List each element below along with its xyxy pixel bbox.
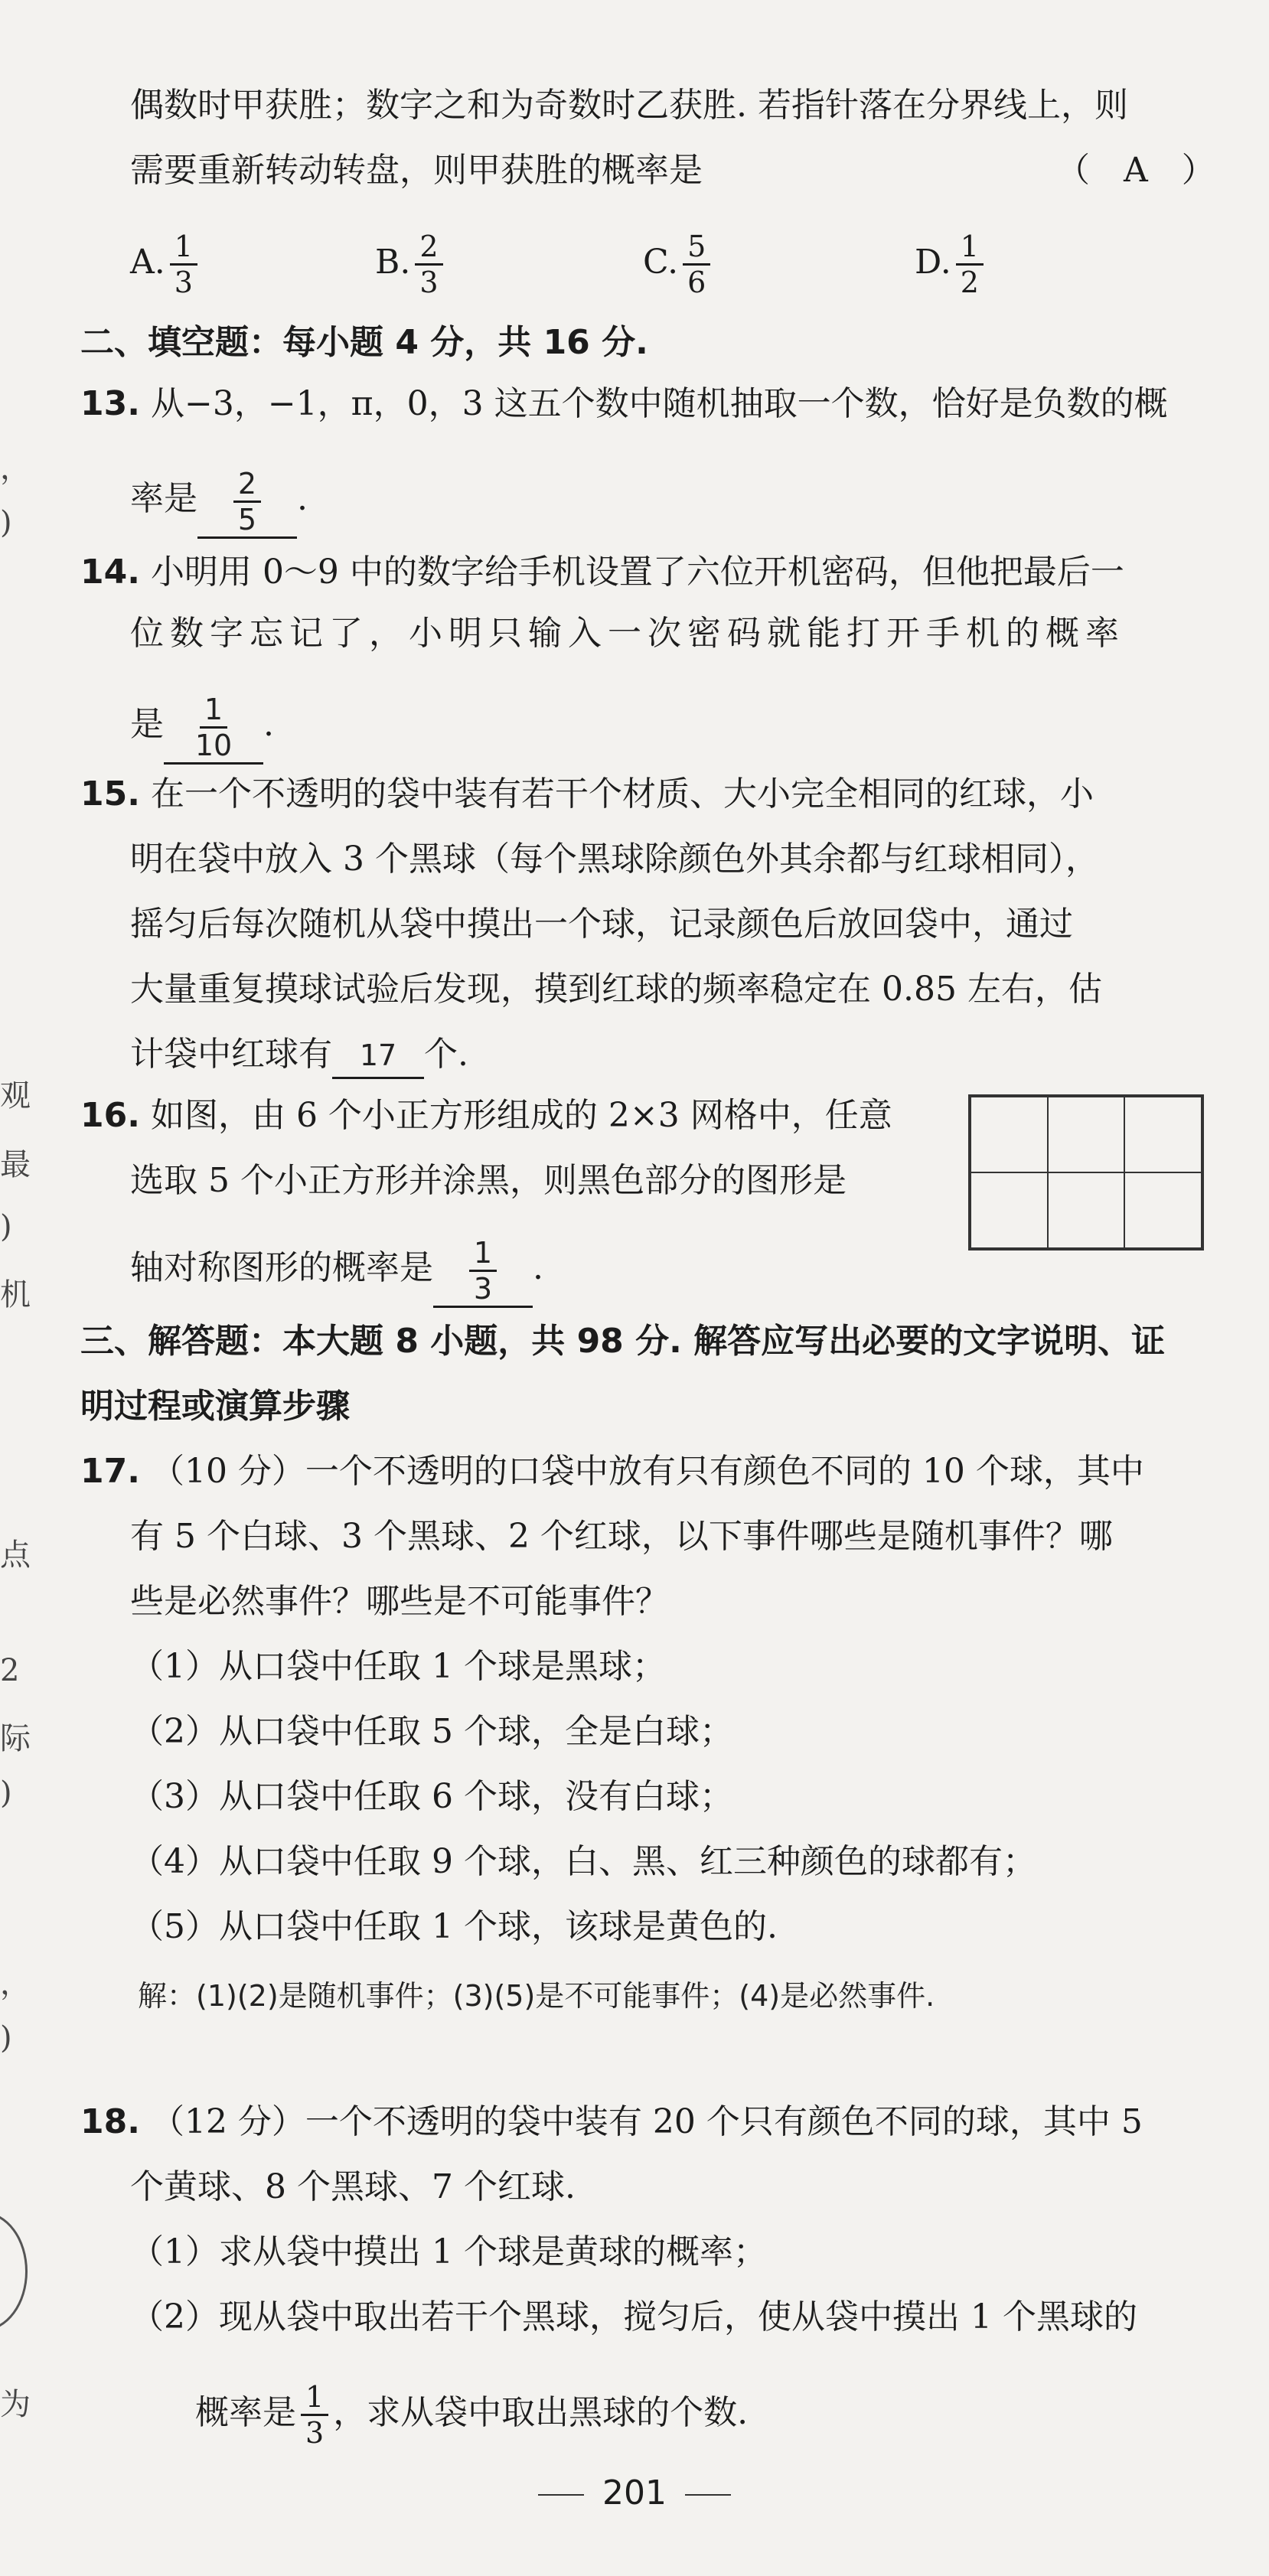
question-18-line-2: 个黄球、8 个黑球、7 个红球. <box>130 2167 576 2206</box>
grid-cell <box>1048 1097 1125 1172</box>
question-15-line-2: 明在袋中放入 3 个黑球（每个黑球除颜色外其余都与红球相同）， <box>130 840 1099 879</box>
edge-fragment: ， <box>0 451 31 486</box>
question-12-answer: （ A ） <box>1056 151 1215 190</box>
question-17-item-5: （5）从口袋中任取 1 个球，该球是黄色的. <box>130 1907 778 1946</box>
grid-cell <box>971 1097 1048 1172</box>
question-16-line-1: 16. 如图，由 6 个小正方形组成的 2×3 网格中，任意 <box>80 1096 892 1135</box>
question-13-answer-blank: $\frac{2}{5}$ <box>197 467 297 539</box>
question-15-answer-blank: 17 <box>332 1034 424 1079</box>
question-16-answer-blank: $\frac{1}{3}$ <box>433 1236 533 1308</box>
question-16-line-2: 选取 5 个小正方形并涂黑，则黑色部分的图形是 <box>130 1161 847 1200</box>
question-17-item-3: （3）从口袋中任取 6 个球，没有白球； <box>130 1777 733 1816</box>
grid-cell <box>1124 1097 1202 1172</box>
option-d: D. $\frac{1}{2}$ <box>915 230 988 299</box>
edge-fragment: 2 <box>0 1653 20 1688</box>
page-number-dash <box>685 2494 731 2496</box>
question-12-line-2: 需要重新转动转盘，则甲获胜的概率是 <box>130 151 703 190</box>
question-17-solution: 解：(1)(2)是随机事件；(3)(5)是不可能事件；(4)是必然事件. <box>138 1979 935 2013</box>
option-b: B. $\frac{2}{3}$ <box>375 230 448 299</box>
question-15-line-3: 摇匀后每次随机从袋中摸出一个球，记录颜色后放回袋中，通过 <box>130 905 1073 944</box>
edge-fragment: ) <box>0 505 12 540</box>
grid-cell <box>1048 1172 1125 1248</box>
edge-fragment: 观 <box>0 1078 31 1114</box>
option-a-fraction: $\frac{1}{3}$ <box>170 230 197 299</box>
grid-2x3-figure <box>968 1094 1204 1251</box>
question-18-item-1: （1）求从袋中摸出 1 个球是黄球的概率； <box>130 2232 767 2271</box>
edge-fragment: ) <box>0 1775 12 1811</box>
question-15-line-5: 计袋中红球有 17 个. <box>130 1033 468 1079</box>
question-14-line-1: 14. 小明用 0～9 中的数字给手机设置了六位开机密码，但他把最后一 <box>80 553 1124 592</box>
edge-fragment: 为 <box>0 2387 31 2422</box>
edge-circle-figure <box>0 2212 28 2331</box>
edge-fragment: 最 <box>0 1147 31 1182</box>
page-number: 201 <box>0 2473 1269 2512</box>
edge-fragment: 点 <box>0 1537 31 1573</box>
question-13-line-1: 13. 从−3，−1，π，0，3 这五个数中随机抽取一个数，恰好是负数的概 <box>80 384 1168 423</box>
question-18-line-1: 18. （12 分）一个不透明的袋中装有 20 个只有颜色不同的球，其中 5 <box>80 2102 1143 2141</box>
option-a: A. $\frac{1}{3}$ <box>130 230 202 299</box>
edge-fragment: ， <box>0 1966 31 2001</box>
grid-cell <box>1124 1172 1202 1248</box>
question-15-line-1: 15. 在一个不透明的袋中装有若干个材质、大小完全相同的红球，小 <box>80 774 1094 814</box>
question-17-item-1: （1）从口袋中任取 1 个球是黑球； <box>130 1647 666 1686</box>
question-17-item-2: （2）从口袋中任取 5 个球，全是白球； <box>130 1712 733 1751</box>
section-3-heading-line-1: 三、解答题：本大题 8 小题，共 98 分. 解答应写出必要的文字说明、证 <box>80 1322 1166 1361</box>
section-3-heading-line-2: 明过程或演算步骤 <box>80 1387 350 1426</box>
page-number-dash <box>538 2494 584 2496</box>
edge-fragment: ) <box>0 1209 12 1244</box>
option-c-fraction: $\frac{5}{6}$ <box>683 230 710 299</box>
question-17-item-4: （4）从口袋中任取 9 个球，白、黑、红三种颜色的球都有； <box>130 1842 1036 1881</box>
question-12-line-1: 偶数时甲获胜；数字之和为奇数时乙获胜. 若指针落在分界线上，则 <box>130 86 1128 125</box>
edge-fragment: 机 <box>0 1277 31 1312</box>
question-18-item-2-continued: 概率是 $\frac{1}{3}$ ，求从袋中取出黑球的个数. <box>195 2380 749 2450</box>
question-14-line-3: 是 $\frac{1}{10}$ . <box>130 693 274 765</box>
grid-cell <box>971 1172 1048 1248</box>
question-18-fraction: $\frac{1}{3}$ <box>301 2380 328 2450</box>
edge-fragment: 际 <box>0 1721 31 1756</box>
edge-fragment: ) <box>0 2020 12 2056</box>
question-17-line-1: 17. （10 分）一个不透明的口袋中放有只有颜色不同的 10 个球，其中 <box>80 1452 1144 1491</box>
question-15-line-4: 大量重复摸球试验后发现，摸到红球的频率稳定在 0.85 左右，估 <box>130 970 1102 1009</box>
question-14-answer-blank: $\frac{1}{10}$ <box>164 693 263 765</box>
option-c: C. $\frac{5}{6}$ <box>643 230 715 299</box>
question-14-line-2: 位数字忘记了，小明只输入一次密码就能打开手机的概率 <box>130 614 1125 653</box>
option-d-fraction: $\frac{1}{2}$ <box>956 230 984 299</box>
section-2-heading: 二、填空题：每小题 4 分，共 16 分. <box>80 323 648 362</box>
question-16-line-3: 轴对称图形的概率是 $\frac{1}{3}$ . <box>130 1236 543 1308</box>
question-17-line-2: 有 5 个白球、3 个黑球、2 个红球，以下事件哪些是随机事件？哪 <box>130 1517 1113 1556</box>
question-13-line-2: 率是 $\frac{2}{5}$ . <box>130 467 308 539</box>
question-17-line-3: 些是必然事件？哪些是不可能事件？ <box>130 1582 669 1621</box>
question-18-item-2: （2）现从袋中取出若干个黑球，搅匀后，使从袋中摸出 1 个黑球的 <box>130 2297 1137 2336</box>
option-b-fraction: $\frac{2}{3}$ <box>415 230 442 299</box>
